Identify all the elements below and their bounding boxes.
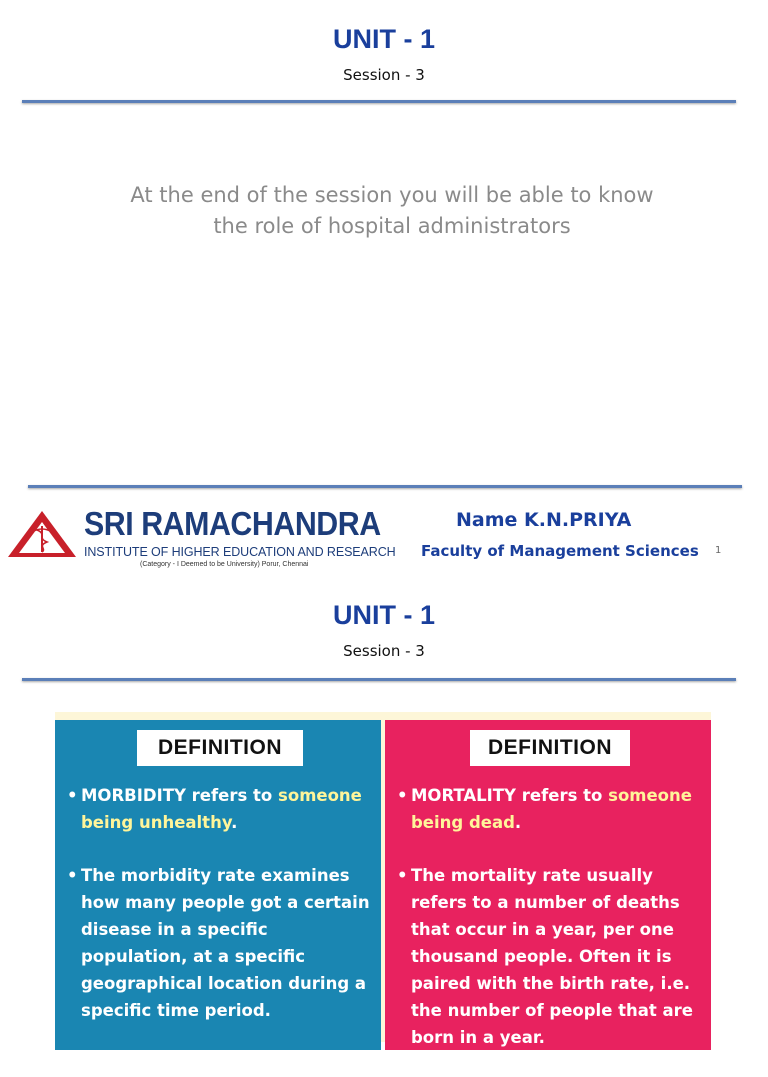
header-divider [22, 100, 736, 103]
objective-line-1: At the end of the session you will be able to know [130, 183, 654, 207]
page-number: 1 [715, 545, 722, 556]
morbidity-panel [55, 720, 381, 1050]
list-item: • The mortality rate usually refers to a number of deaths that occur in a year, per one thousand people. Often it is paired with the birth rate, i.e. the number of people that are born in a year. [395, 862, 705, 1051]
mortality-panel [385, 720, 711, 1050]
faculty-name: Faculty of Management Sciences [421, 542, 699, 560]
session-label: Session - 3 [343, 642, 425, 660]
objective-line-2: the role of hospital administrators [213, 214, 571, 238]
bullet-text-end: . [231, 813, 238, 832]
unit-title: UNIT - 1 [332, 24, 435, 54]
session-objective [100, 180, 684, 242]
list-item: • The morbidity rate examines how many people got a certain disease in a specific population, at a specific geographical location during a specific time period. [65, 862, 375, 1024]
bullet-text: MORTALITY refers to [411, 786, 609, 805]
institution-logo-icon [6, 508, 78, 560]
definition-list [65, 782, 375, 1050]
highlighted-text: someone being unhealthy [81, 786, 362, 832]
session-label: Session - 3 [343, 66, 425, 84]
slide-2 [0, 576, 768, 1047]
institution-name: SRI RAMACHANDRA [84, 505, 381, 542]
highlighted-text: someone being dead [411, 786, 692, 832]
morbidity-mortality-comparison [55, 712, 711, 1047]
institution-category: (Category - I Deemed to be University) Porur, Chennai [140, 561, 309, 568]
bullet-text-end: . [514, 813, 522, 832]
list-item [395, 782, 705, 836]
list-item [65, 782, 375, 836]
unit-title: UNIT - 1 [332, 600, 435, 630]
header-divider [22, 678, 736, 681]
institution-subtitle: INSTITUTE OF HIGHER EDUCATION AND RESEARCH [84, 545, 396, 559]
presenter-name: Name K.N.PRIYA [456, 509, 632, 531]
footer-divider [28, 485, 742, 488]
definition-heading: DEFINITION [470, 730, 630, 766]
definition-heading: DEFINITION [137, 730, 303, 766]
bullet-text: MORBIDITY refers to [81, 786, 279, 805]
definition-list [395, 782, 705, 1077]
